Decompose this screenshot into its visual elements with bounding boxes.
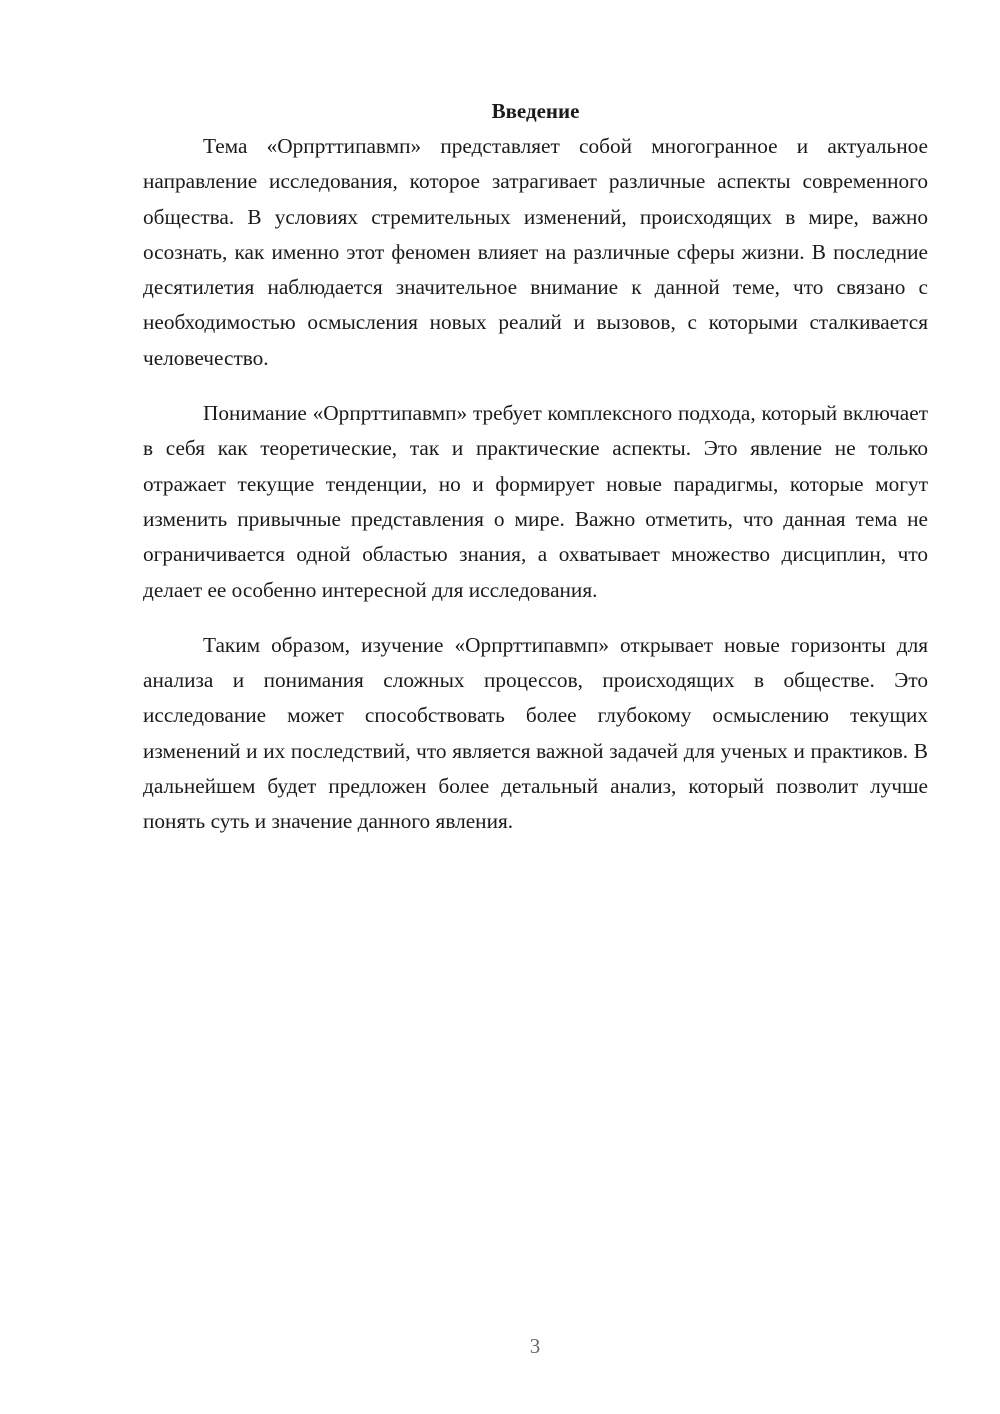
section-heading: Введение [491, 99, 580, 123]
paragraph-3: Таким образом, изучение «Орпрттипавмп» открывает новые горизонты для анализа и понимания сложных процессов, происходящих в обществе. Это исследование может способствовать более глубокому осмыслению текущих изменений и их последствий, что является важной задачей для ученых и практиков. В дальнейшем будет предложен более детальный анализ, который позволит лучше понять суть и значение данного явления. [143, 632, 928, 834]
page-content [143, 94, 928, 840]
paragraph-1: Тема «Орпрттипавмп» представляет собой многогранное и актуальное направление исследования, которое затрагивает различные аспекты современного общества. В условиях стремительных изменений, происходящих в мире, важно осознать, как именно этот феномен влияет на различные сферы жизни. В последние десятилетия наблюдается значительное внимание к данной теме, что связано с необходимостью осмысления новых реалий и вызовов, с которыми сталкивается человечество. [143, 134, 928, 370]
paragraph-2: Понимание «Орпрттипавмп» требует комплексного подхода, который включает в себя как теоретические, так и практические аспекты. Это явление не только отражает текущие тенденции, но и формирует новые парадигмы, которые могут изменить привычные представления о мире. Важно отметить, что данная тема не ограничивается одной областью знания, а охватывает множество дисциплин, что делает ее особенно интересной для исследования. [143, 401, 928, 602]
page-number: 3 [529, 1334, 541, 1358]
